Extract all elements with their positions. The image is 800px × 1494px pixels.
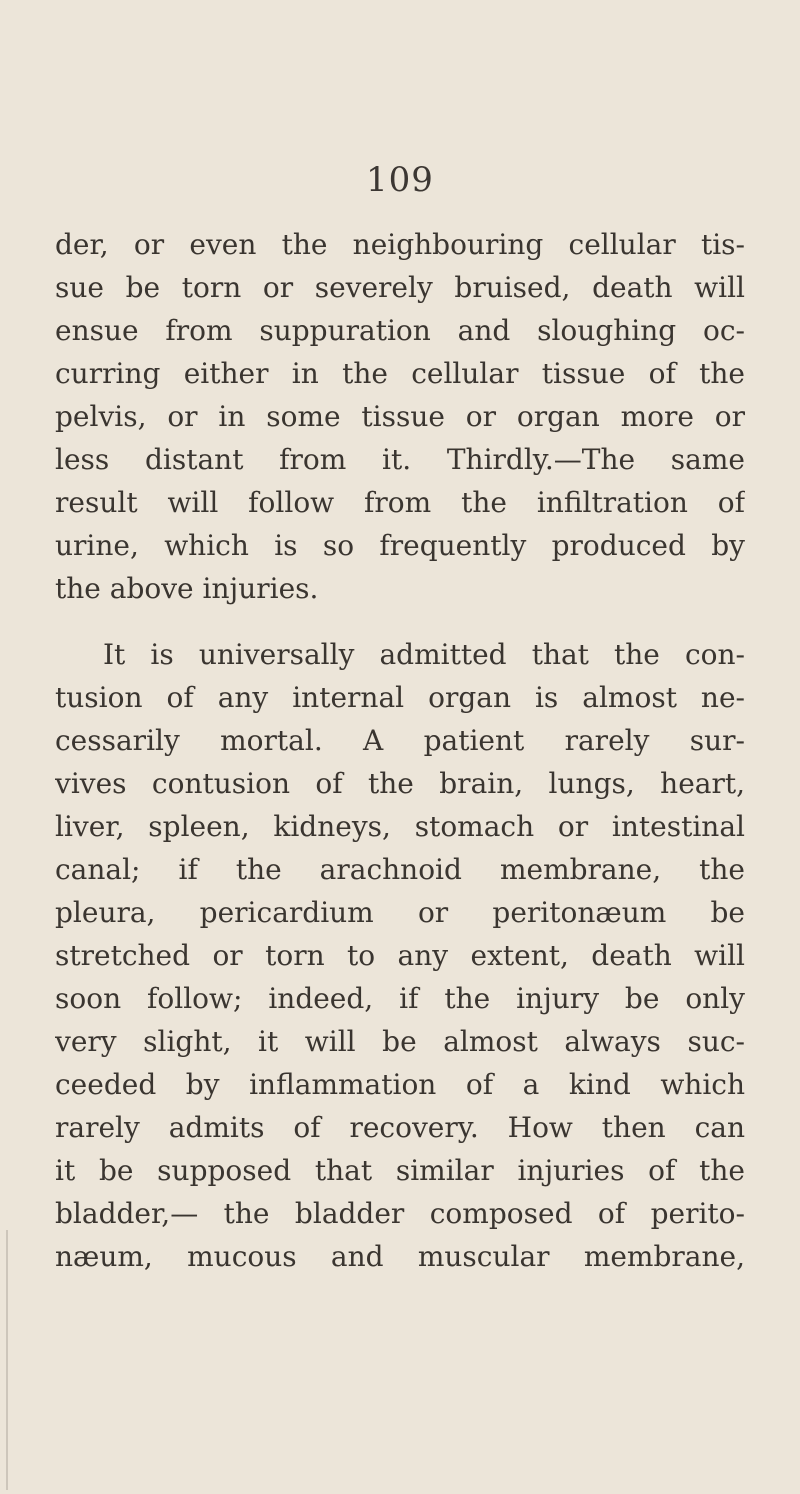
paragraph-2-line-11: ceeded by inflammation of a kind which (55, 1068, 745, 1101)
paragraph-2-line-2: tusion of any internal organ is almost ne- (55, 681, 745, 714)
paragraph-2-line-10: very slight, it will be almost always suc- (55, 1025, 745, 1058)
paragraph-1-line-4: curring either in the cellular tissue of the (55, 357, 745, 390)
paragraph-2-line-1: It is universally admitted that the con- (103, 638, 745, 671)
paragraph-1-line-1: der, or even the neighbouring cellular tis- (55, 228, 745, 261)
paragraph-2-line-8: stretched or torn to any extent, death will (55, 939, 745, 972)
paragraph-1-line-7: result will follow from the infiltration of (55, 486, 745, 519)
paragraph-1-line-9: the above injuries. (55, 572, 319, 605)
paragraph-2-line-12: rarely admits of recovery. How then can (55, 1111, 745, 1144)
paragraph-2-line-6: canal; if the arachnoid membrane, the (55, 853, 745, 886)
paragraph-2-line-3: cessarily mortal. A patient rarely sur- (55, 724, 745, 757)
paragraph-1-line-2: sue be torn or severely bruised, death will (55, 271, 745, 304)
paragraph-2-line-7: pleura, pericardium or peritonæum be (55, 896, 745, 929)
paragraph-1-line-3: ensue from suppuration and sloughing oc- (55, 314, 745, 347)
paragraph-1-line-8: urine, which is so frequently produced by (55, 529, 745, 562)
paragraph-2-line-5: liver, spleen, kidneys, stomach or intestinal (55, 810, 745, 843)
paragraph-2-line-14: bladder,— the bladder composed of perito- (55, 1197, 745, 1230)
paragraph-2-line-15: næum, mucous and muscular membrane, (55, 1240, 745, 1273)
paragraph-2-line-4: vives contusion of the brain, lungs, heart, (55, 767, 745, 800)
paragraph-1-line-5: pelvis, or in some tissue or organ more or (55, 400, 745, 433)
paragraph-2-line-13: it be supposed that similar injuries of the (55, 1154, 745, 1187)
page-edge-shadow (6, 1230, 8, 1490)
paragraph-2-line-9: soon follow; indeed, if the injury be only (55, 982, 745, 1015)
paragraph-1-line-6: less distant from it. Thirdly.—The same (55, 443, 745, 476)
page-number: 109 (366, 160, 434, 200)
